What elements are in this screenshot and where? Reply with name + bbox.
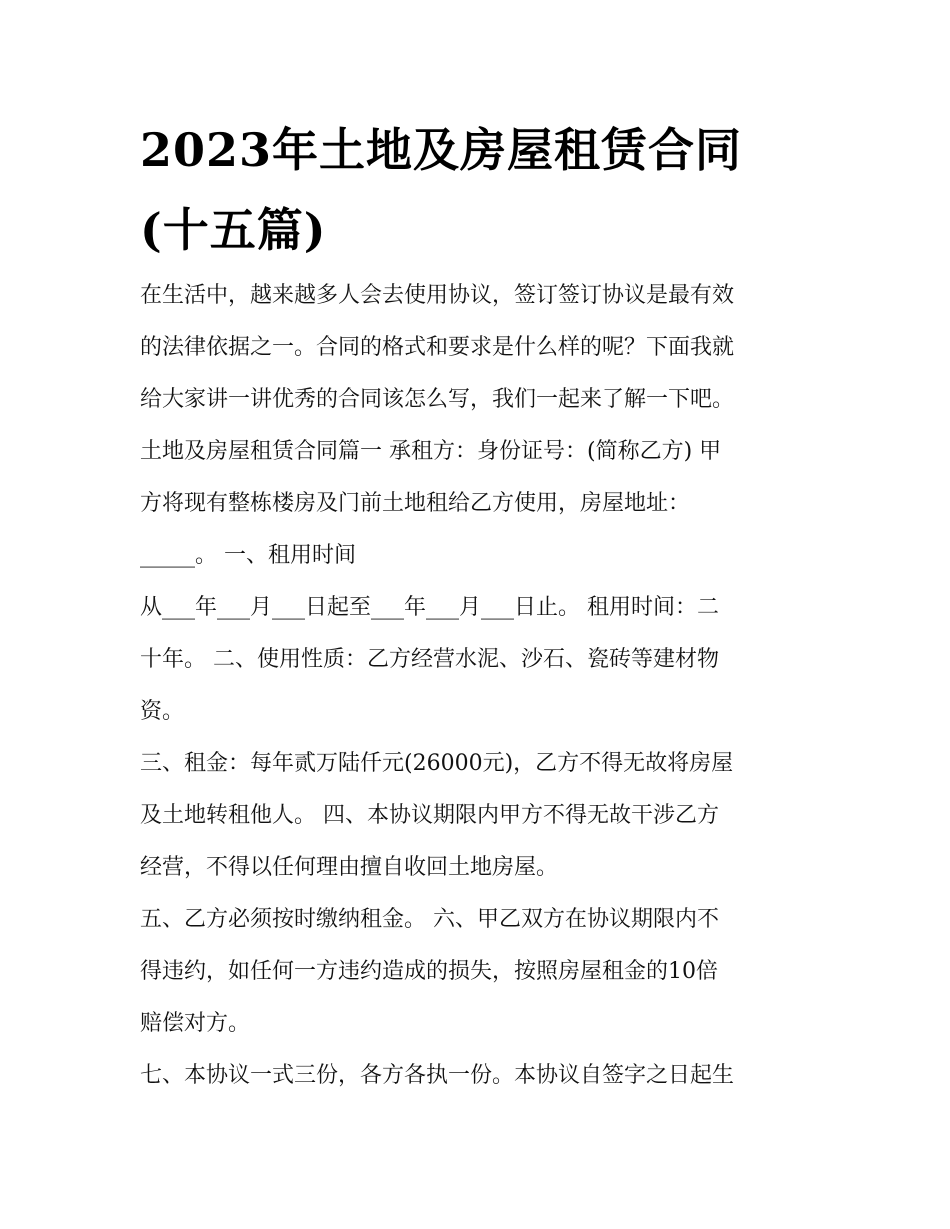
body-line: 方将现有整栋楼房及门前土地租给乙方使用，房屋地址： (140, 491, 691, 516)
body-line: 从___年___月___日起至___年___月___日止。 租用时间：二 (140, 595, 719, 620)
body-line: 及土地转租他人。 四、本协议期限内甲方不得无故干涉乙方 (140, 803, 719, 828)
body-line: 得违约，如任何一方违约造成的损失，按照房屋租金的10倍 (140, 959, 718, 984)
body-line: _____。 一、租用时间 (140, 543, 356, 568)
body-line: 七、本协议一式三份，各方各执一份。本协议自签字之日起生 (140, 1063, 735, 1088)
body-line: 给大家讲一讲优秀的合同该怎么写，我们一起来了解一下吧。 (140, 387, 735, 412)
document-title (140, 110, 820, 270)
body-line: 三、租金：每年贰万陆仟元(26000元)，乙方不得无故将房屋 (140, 751, 734, 776)
body-line: 五、乙方必须按时缴纳租金。 六、甲乙双方在协议期限内不 (140, 907, 719, 932)
body-line: 资。 (140, 699, 185, 724)
body-line: 的法律依据之一。合同的格式和要求是什么样的呢？下面我就 (140, 335, 735, 360)
document-body (140, 270, 820, 1102)
body-line: 十年。 二、使用性质：乙方经营水泥、沙石、瓷砖等建材物 (140, 647, 719, 672)
title-line-1: 2023年土地及房屋租赁合同 (140, 123, 743, 177)
title-line-2: (十五篇) (140, 203, 327, 257)
body-line: 赔偿对方。 (140, 1011, 251, 1036)
body-line: 在生活中，越来越多人会去使用协议，签订签订协议是最有效 (140, 283, 735, 308)
body-line: 经营，不得以任何理由擅自收回土地房屋。 (140, 855, 559, 880)
body-line: 土地及房屋租赁合同篇一 承租方：身份证号：(简称乙方) 甲 (140, 439, 722, 464)
